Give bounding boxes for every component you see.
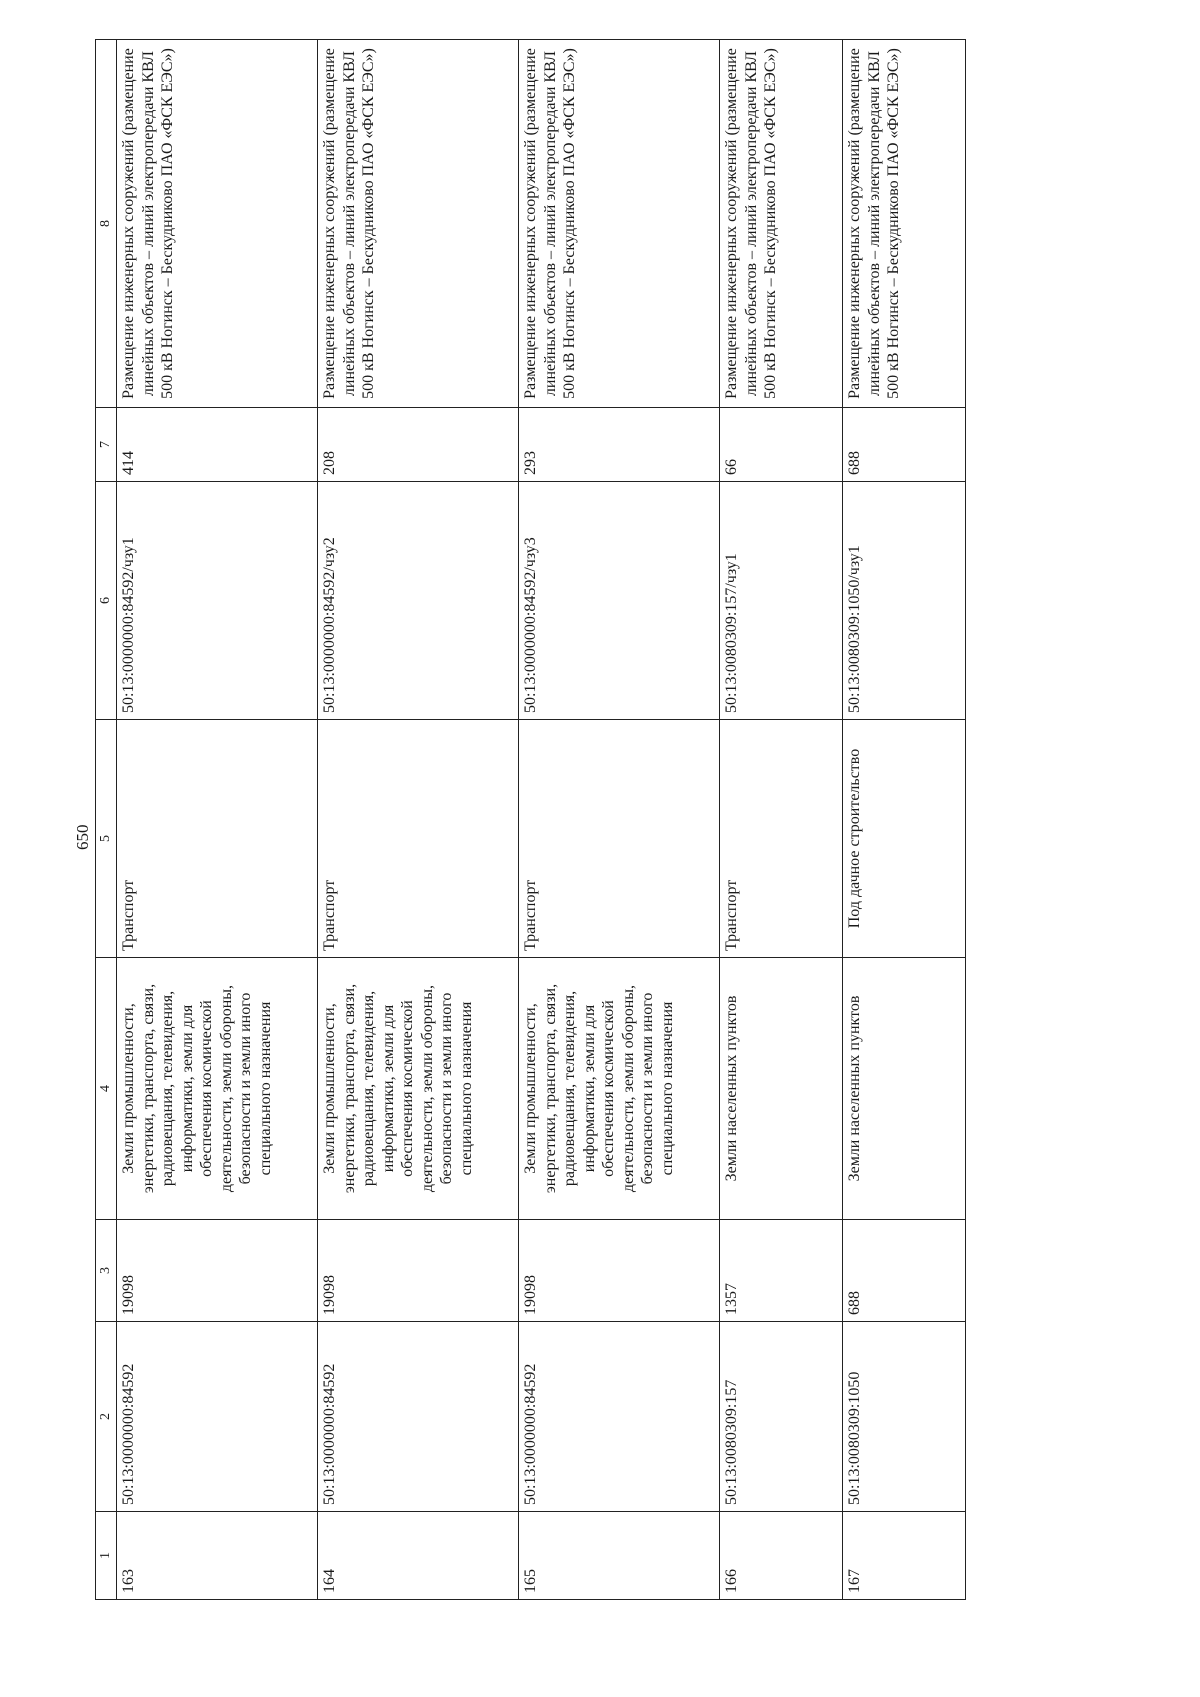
cadastral-number-cell: 50:13:0000000:84592 — [318, 1322, 519, 1512]
part-area-cell: 688 — [843, 408, 966, 482]
area-cell: 19098 — [519, 1220, 720, 1322]
land-category-cell: Земли промышленности, энергетики, транспорта, связи, радиовещания, телевидения, информатики, земли для обеспечения космической деятельности, земли обороны, безопасности и земли иного специального назначения — [318, 958, 519, 1220]
permitted-use-cell: Транспорт — [318, 720, 519, 958]
land-category-cell: Земли промышленности, энергетики, транспорта, связи, радиовещания, телевидения, информатики, земли для обеспечения космической деятельности, земли обороны, безопасности и земли иного специального назначения — [519, 958, 720, 1220]
cadastral-number-cell: 50:13:0080309:157 — [720, 1322, 843, 1512]
part-number-cell: 50:13:0000000:84592/чзу3 — [519, 482, 720, 720]
header-cell: 2 — [96, 1322, 117, 1512]
permitted-use-cell: Транспорт — [519, 720, 720, 958]
part-number-cell: 50:13:0000000:84592/чзу1 — [117, 482, 318, 720]
permitted-use-cell: Транспорт — [117, 720, 318, 958]
row-number-cell: 164 — [318, 1512, 519, 1600]
part-number-cell: 50:13:0000000:84592/чзу2 — [318, 482, 519, 720]
area-cell: 1357 — [720, 1220, 843, 1322]
table-row — [117, 40, 318, 1600]
land-category-cell: Земли населенных пунктов — [720, 958, 843, 1220]
table-row — [720, 40, 843, 1600]
part-area-cell: 414 — [117, 408, 318, 482]
rotated-page — [73, 40, 1045, 1600]
header-cell: 5 — [96, 720, 117, 958]
land-category-cell: Земли промышленности, энергетики, транспорта, связи, радиовещания, телевидения, информатики, земли для обеспечения космической деятельности, земли обороны, безопасности и земли иного специального назначения — [117, 958, 318, 1220]
page-number: 650 — [73, 824, 92, 850]
header-cell: 3 — [96, 1220, 117, 1322]
table-row — [519, 40, 720, 1600]
cadastral-number-cell: 50:13:0000000:84592 — [117, 1322, 318, 1512]
purpose-cell: Размещение инженерных сооружений (размещение линейных объектов – линий электропередачи КВЛ 500 кВ Ногинск – Бескудниково ПАО «ФСК ЕЭС») — [318, 40, 519, 408]
header-cell: 4 — [96, 958, 117, 1220]
header-cell: 6 — [96, 482, 117, 720]
part-area-cell: 66 — [720, 408, 843, 482]
header-cell: 1 — [96, 1512, 117, 1600]
cadastral-number-cell: 50:13:0000000:84592 — [519, 1322, 720, 1512]
header-row — [96, 40, 117, 1600]
part-number-cell: 50:13:0080309:1050/чзу1 — [843, 482, 966, 720]
part-number-cell: 50:13:0080309:157/чзу1 — [720, 482, 843, 720]
row-number-cell: 163 — [117, 1512, 318, 1600]
row-number-cell: 166 — [720, 1512, 843, 1600]
area-cell: 19098 — [117, 1220, 318, 1322]
land-category-cell: Земли населенных пунктов — [843, 958, 966, 1220]
cadastral-number-cell: 50:13:0080309:1050 — [843, 1322, 966, 1512]
permitted-use-cell: Под дачное строительство — [843, 720, 966, 958]
table-row — [843, 40, 966, 1600]
part-area-cell: 293 — [519, 408, 720, 482]
header-cell: 7 — [96, 408, 117, 482]
table-row — [318, 40, 519, 1600]
purpose-cell: Размещение инженерных сооружений (размещение линейных объектов – линий электропередачи КВЛ 500 кВ Ногинск – Бескудниково ПАО «ФСК ЕЭС») — [117, 40, 318, 408]
area-cell: 19098 — [318, 1220, 519, 1322]
purpose-cell: Размещение инженерных сооружений (размещение линейных объектов – линий электропередачи КВЛ 500 кВ Ногинск – Бескудниково ПАО «ФСК ЕЭС») — [720, 40, 843, 408]
part-area-cell: 208 — [318, 408, 519, 482]
area-cell: 688 — [843, 1220, 966, 1322]
purpose-cell: Размещение инженерных сооружений (размещение линейных объектов – линий электропередачи КВЛ 500 кВ Ногинск – Бескудниково ПАО «ФСК ЕЭС») — [843, 40, 966, 408]
land-plots-table — [95, 39, 966, 1600]
permitted-use-cell: Транспорт — [720, 720, 843, 958]
purpose-cell: Размещение инженерных сооружений (размещение линейных объектов – линий электропередачи КВЛ 500 кВ Ногинск – Бескудниково ПАО «ФСК ЕЭС») — [519, 40, 720, 408]
header-cell: 8 — [96, 40, 117, 408]
row-number-cell: 167 — [843, 1512, 966, 1600]
row-number-cell: 165 — [519, 1512, 720, 1600]
